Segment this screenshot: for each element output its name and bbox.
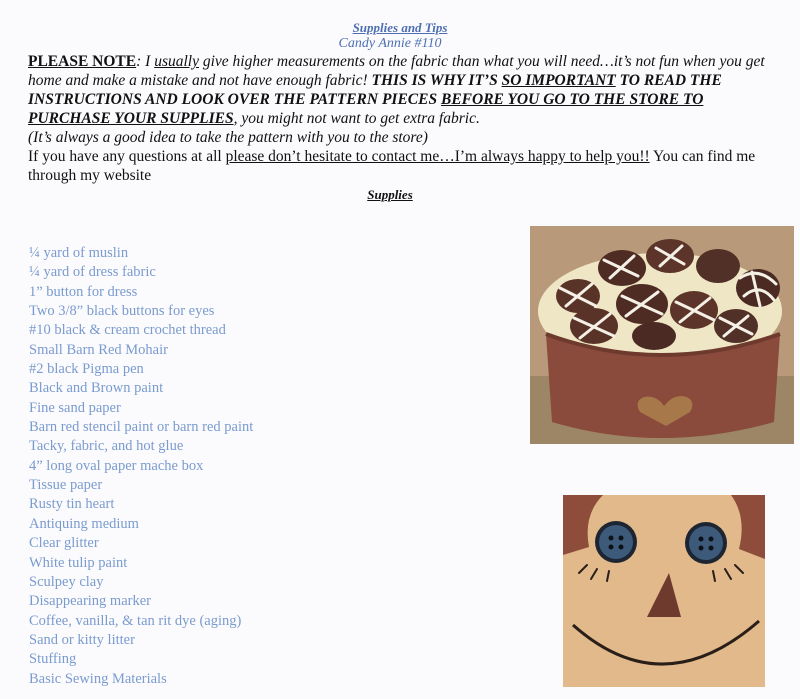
- list-item: 4” long oval paper mache box: [29, 457, 204, 474]
- note-paragraph: PLEASE NOTE: I usually give higher measurements on the fabric than what you will need…it’s not fun when you get home and make a mistake and not have enough fabric! THIS IS WHY IT’S SO IMPORTANT TO READ THE INSTRUCTIONS AND LOOK OVER THE PATTERN PIECES BEFORE YOU GO TO THE STORE TO PURCHASE YOUR SUPPLIES, you might not want to get extra fabric. (It’s always a good idea to take the pattern with you to the store) If you have any questions at all please don’t hesitate to contact me…I’m always happy to help you!! You can find me through my website: [28, 53, 765, 184]
- contact-text: If you have any questions at all: [28, 148, 226, 165]
- list-item: Small Barn Red Mohair: [29, 341, 168, 358]
- list-item: Basic Sewing Materials: [29, 670, 167, 687]
- list-item: White tulip paint: [29, 554, 128, 571]
- note-label: PLEASE NOTE: [28, 53, 137, 70]
- list-item: Tissue paper: [29, 477, 103, 494]
- list-item: ¼ yard of dress fabric: [29, 264, 156, 281]
- supply-list: [29, 244, 253, 689]
- document-subtitle: Candy Annie #110: [338, 36, 442, 51]
- list-item: Coffee, vanilla, & tan rit dye (aging): [29, 612, 242, 629]
- list-item: Antiquing medium: [29, 515, 139, 532]
- list-item: #2 black Pigma pen: [29, 361, 144, 378]
- list-item: Black and Brown paint: [29, 380, 164, 397]
- list-item: ¼ yard of muslin: [29, 245, 129, 261]
- list-item: Disappearing marker: [29, 593, 151, 610]
- list-item: 1” button for dress: [29, 283, 138, 300]
- candy-box-photo: [530, 226, 794, 444]
- list-item: Sand or kitty litter: [29, 631, 135, 648]
- note-tip: (It’s always a good idea to take the pattern with you to the store): [28, 129, 428, 146]
- supplies-heading: Supplies: [367, 187, 413, 202]
- list-item: Tacky, fabric, and hot glue: [29, 438, 184, 455]
- contact-text-underlined: please don’t hesitate to contact me…I’m always happy to help you!!: [225, 148, 650, 165]
- list-item: Fine sand paper: [29, 399, 121, 416]
- list-item: Barn red stencil paint or barn red paint: [29, 419, 254, 436]
- list-item: #10 black & cream crochet thread: [29, 322, 226, 339]
- list-item: Sculpey clay: [29, 573, 104, 590]
- list-item: Two 3/8” black buttons for eyes: [29, 303, 215, 320]
- list-item: Clear glitter: [29, 535, 99, 552]
- list-item: Rusty tin heart: [29, 496, 115, 513]
- doll-face-photo: [563, 495, 765, 687]
- list-item: Stuffing: [29, 651, 77, 668]
- document-title: Supplies and Tips: [352, 20, 448, 35]
